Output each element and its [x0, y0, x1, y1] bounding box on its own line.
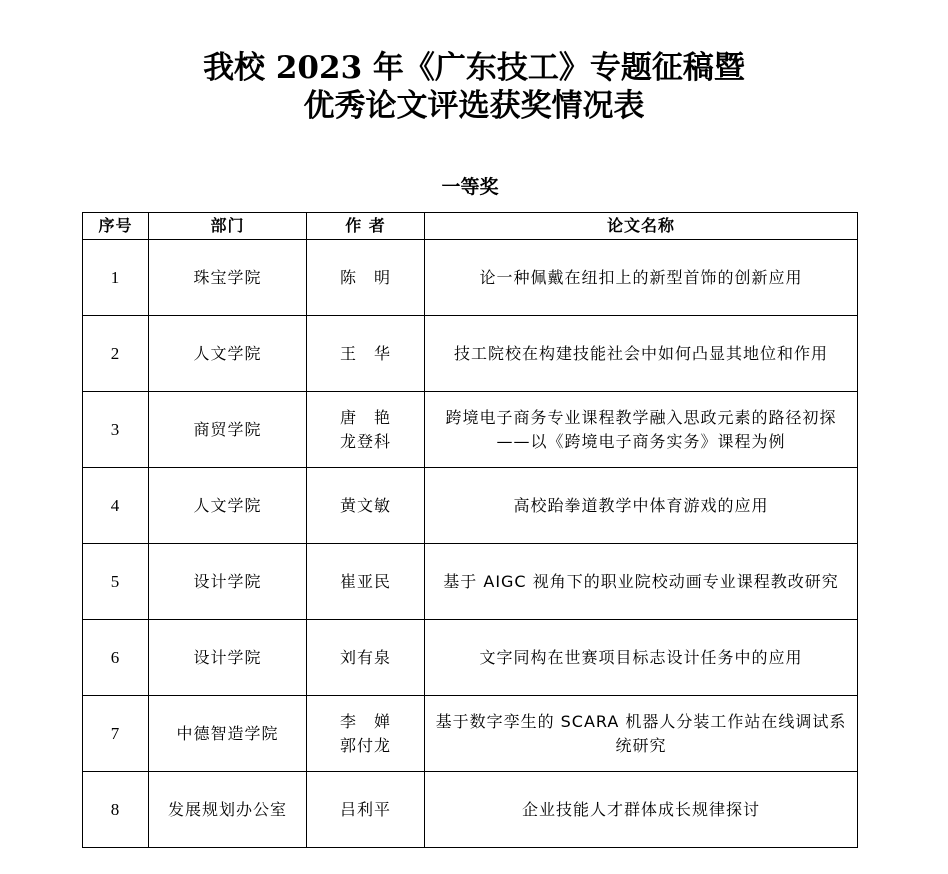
cell-authors — [307, 544, 425, 620]
page-title-line1: 我校 2023 年《广东技工》专题征稿暨 — [203, 50, 745, 86]
author-name: 李 婵 — [339, 711, 391, 731]
table-row — [83, 772, 858, 848]
cell-dept: 中德智造学院 — [149, 696, 307, 772]
cell-paper-title: 文字同构在世赛项目标志设计任务中的应用 — [425, 620, 858, 696]
author-name: 黄文敏 — [339, 495, 391, 515]
cell-seq: 5 — [83, 544, 149, 620]
author-name: 吕利平 — [339, 799, 391, 819]
cell-dept: 发展规划办公室 — [149, 772, 307, 848]
table-row — [83, 240, 858, 316]
cell-seq: 3 — [83, 392, 149, 468]
cell-seq: 1 — [83, 240, 149, 316]
table-header-row — [83, 213, 858, 240]
section-heading: 一等奖 — [441, 176, 499, 198]
cell-dept: 人文学院 — [149, 468, 307, 544]
cell-dept: 珠宝学院 — [149, 240, 307, 316]
author-name: 崔亚民 — [339, 571, 391, 591]
cell-seq: 4 — [83, 468, 149, 544]
table-row — [83, 620, 858, 696]
author-name: 刘有泉 — [339, 647, 391, 667]
cell-authors — [307, 392, 425, 468]
header-seq: 序号 — [83, 213, 149, 240]
header-dept: 部门 — [149, 213, 307, 240]
cell-seq: 8 — [83, 772, 149, 848]
table-row — [83, 316, 858, 392]
awards-table — [82, 212, 858, 848]
author-name: 郭付龙 — [339, 735, 391, 755]
cell-dept: 人文学院 — [149, 316, 307, 392]
author-name: 龙登科 — [339, 431, 391, 451]
cell-paper-title: 技工院校在构建技能社会中如何凸显其地位和作用 — [425, 316, 858, 392]
cell-paper-title: 高校跆拳道教学中体育游戏的应用 — [425, 468, 858, 544]
author-name: 王 华 — [339, 343, 391, 363]
header-author: 作 者 — [307, 213, 425, 240]
table-row — [83, 696, 858, 772]
cell-authors — [307, 696, 425, 772]
table-row — [83, 468, 858, 544]
author-name: 唐 艳 — [339, 407, 391, 427]
table-row — [83, 392, 858, 468]
cell-paper-title: 企业技能人才群体成长规律探讨 — [425, 772, 858, 848]
cell-authors — [307, 240, 425, 316]
cell-dept: 商贸学院 — [149, 392, 307, 468]
cell-seq: 2 — [83, 316, 149, 392]
author-name: 陈 明 — [339, 267, 391, 287]
cell-paper-title: 基于 AIGC 视角下的职业院校动画专业课程教改研究 — [425, 544, 858, 620]
cell-dept: 设计学院 — [149, 620, 307, 696]
cell-seq: 6 — [83, 620, 149, 696]
cell-paper-title: 基于数字孪生的 SCARA 机器人分装工作站在线调试系统研究 — [425, 696, 858, 772]
cell-authors — [307, 772, 425, 848]
table-body — [83, 240, 858, 848]
table-row — [83, 544, 858, 620]
cell-authors — [307, 620, 425, 696]
cell-seq: 7 — [83, 696, 149, 772]
page-title-line2: 优秀论文评选获奖情况表 — [303, 88, 645, 124]
cell-authors — [307, 468, 425, 544]
cell-authors — [307, 316, 425, 392]
cell-dept: 设计学院 — [149, 544, 307, 620]
cell-paper-title: 论一种佩戴在纽扣上的新型首饰的创新应用 — [425, 240, 858, 316]
header-paper: 论文名称 — [425, 213, 858, 240]
cell-paper-title: 跨境电子商务专业课程教学融入思政元素的路径初探——以《跨境电子商务实务》课程为例 — [425, 392, 858, 468]
